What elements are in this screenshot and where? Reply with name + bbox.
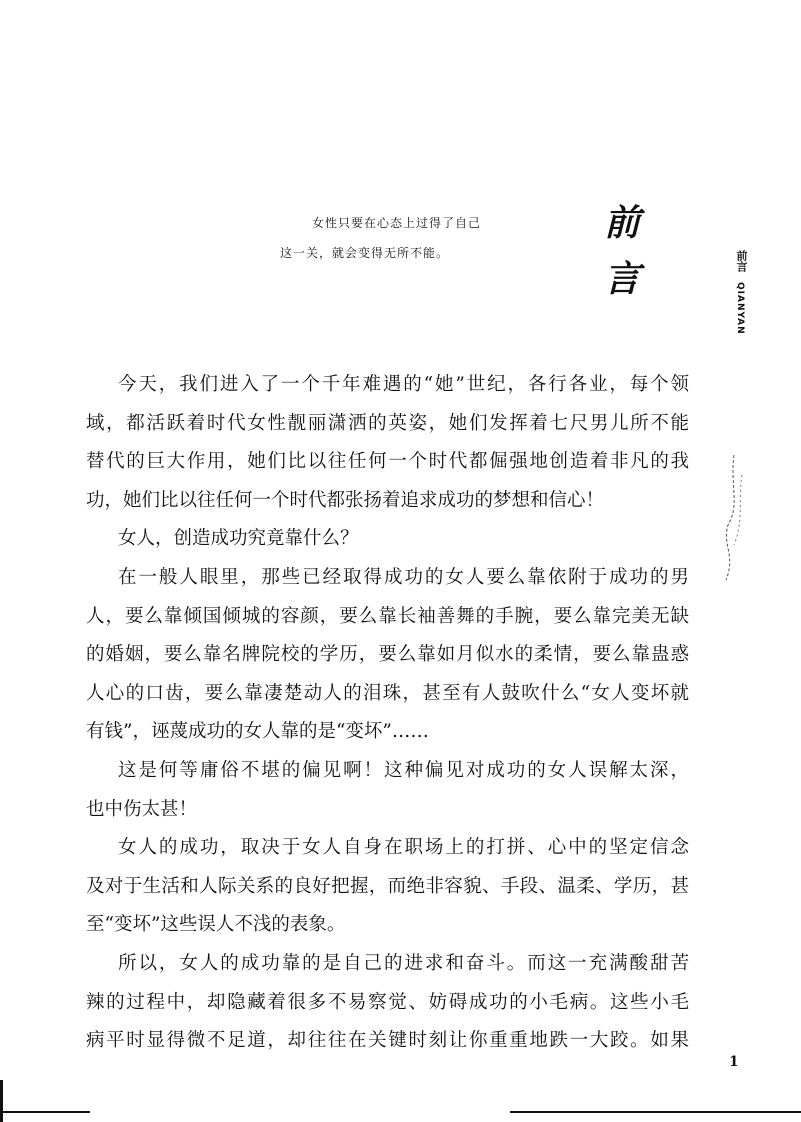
- text-line: 至“变坏”这些误人不浅的表象。: [86, 914, 346, 936]
- edge-mark: [0, 1080, 3, 1122]
- handwriting-mark: [712, 445, 752, 585]
- epigraph-line: 这一关，就会变得无所不能。: [280, 246, 450, 260]
- epigraph-line: 女性只要在心态上过得了自己: [312, 216, 482, 230]
- title-char: 前: [604, 203, 641, 244]
- text-line: 女人，创造成功究竟靠什么？: [118, 528, 359, 550]
- text-line: 所以，女人的成功靠的是自己的进求和奋斗。而这一充满酸甜苦: [118, 952, 689, 974]
- text-line: 人，要么靠倾国倾城的容颜，要么靠长袖善舞的手腕，要么靠完美无缺: [86, 605, 689, 627]
- title-char: 言: [604, 259, 641, 300]
- text-line: 今天，我们进入了一个千年难遇的“她”世纪，各行各业，每个领: [118, 374, 689, 395]
- epigraph: [280, 208, 481, 268]
- running-header-chinese: 前言: [735, 250, 748, 272]
- bottom-rule-right: [510, 1111, 801, 1113]
- text-line: 这是何等庸俗不堪的偏见啊！这种偏见对成功的女人误解太深，: [118, 759, 689, 781]
- text-line: 病平时显得微不足道，却往往在关键时刻让你重重地跌一大跤。如果: [86, 1030, 689, 1052]
- text-line: 在一般人眼里，那些已经取得成功的女人要么靠依附于成功的男: [118, 566, 689, 588]
- text-line: 女人的成功，取决于女人自身在职场上的打拼、心中的坚定信念: [118, 837, 689, 859]
- running-header-pinyin: QIANYAN: [735, 282, 745, 335]
- text-line: 人心的口齿，要么靠凄楚动人的泪珠，甚至有人鼓吹什么“女人变坏就: [86, 682, 689, 704]
- text-line: 有钱”，诬蔑成功的女人靠的是“变坏”……: [86, 721, 429, 743]
- text-line: 辣的过程中，却隐藏着很多不易察觉、妨碍成功的小毛病。这些小毛: [86, 991, 689, 1013]
- text-line: 也中伤太甚！: [86, 798, 198, 820]
- text-line: 功，她们比以往任何一个时代都张扬着追求成功的梦想和信心！: [86, 489, 605, 511]
- text-line: 域，都活跃着时代女性靓丽潇洒的英姿，她们发挥着七尺男儿所不能: [86, 412, 689, 434]
- text-line: 的婚姻，要么靠名牌院校的学历，要么靠如月似水的柔情，要么靠蛊惑: [86, 644, 689, 666]
- body-text: [86, 366, 689, 1061]
- running-header: [735, 250, 757, 335]
- bottom-rule-left: [0, 1111, 90, 1113]
- text-line: 替代的巨大作用，她们比以往任何一个时代都倔强地创造着非凡的我: [86, 451, 689, 473]
- page-title: [604, 196, 640, 308]
- text-line: 及对于生活和人际关系的良好把握，而绝非容貌、手段、温柔、学历，甚: [86, 875, 689, 897]
- page-number: 1: [729, 1054, 739, 1070]
